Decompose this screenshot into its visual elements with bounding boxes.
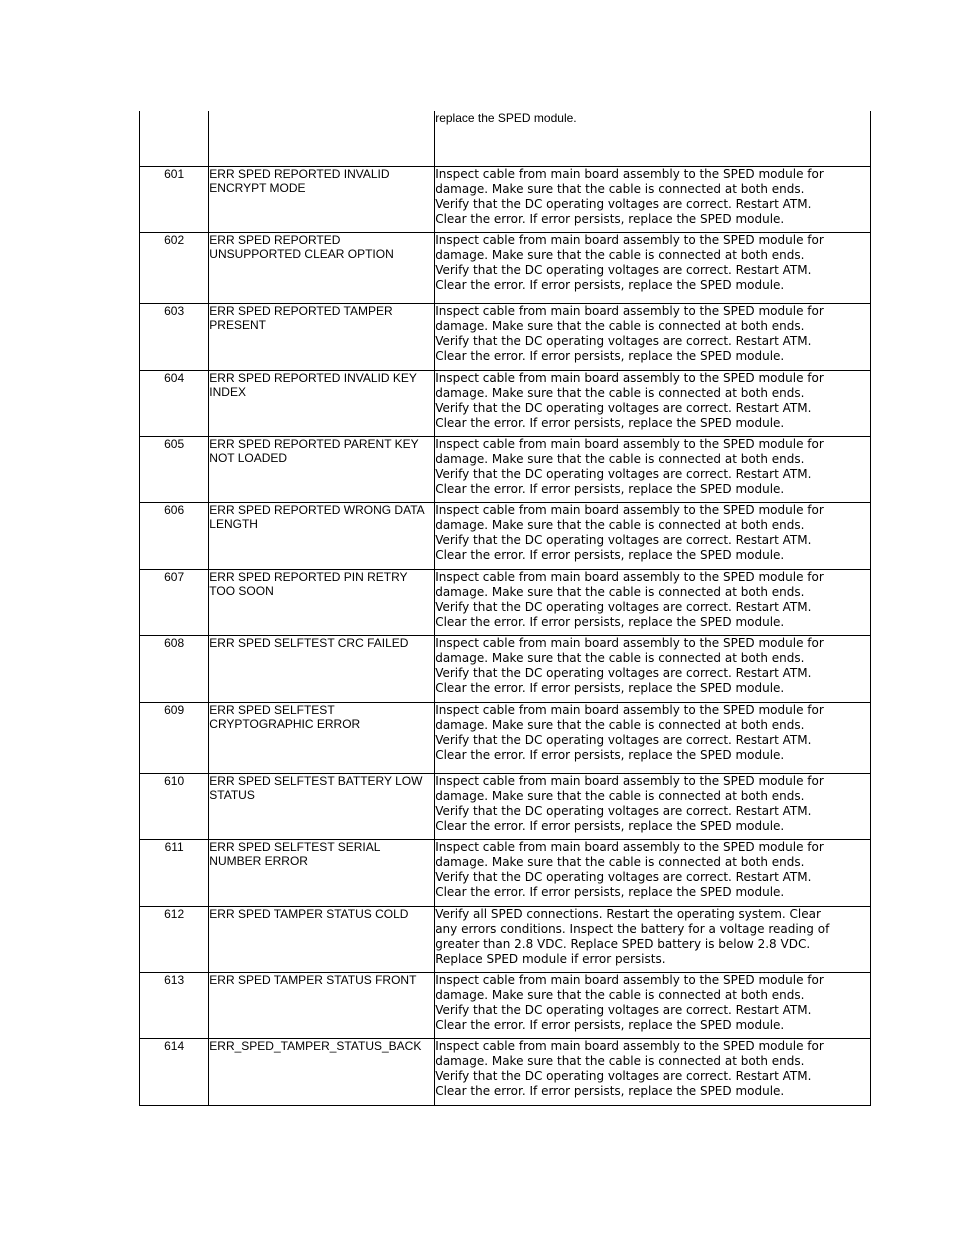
error-code-table xyxy=(139,111,871,1106)
table-row xyxy=(140,906,871,972)
error-code-cell: 605 xyxy=(140,436,209,502)
error-name-cell: ERR SPED REPORTED PIN RETRY TOO SOON xyxy=(209,569,435,635)
error-name-cell: ERR SPED REPORTED UNSUPPORTED CLEAR OPTION xyxy=(209,232,435,303)
error-name-cell: ERR SPED SELFTEST CRC FAILED xyxy=(209,635,435,702)
error-name-cell xyxy=(209,111,435,166)
table-row xyxy=(140,635,871,702)
error-name-cell: ERR SPED SELFTEST SERIAL NUMBER ERROR xyxy=(209,839,435,906)
error-code-cell: 612 xyxy=(140,906,209,972)
error-code-cell: 608 xyxy=(140,635,209,702)
error-code-cell: 611 xyxy=(140,839,209,906)
table-row xyxy=(140,166,871,232)
error-name-cell: ERR_SPED_TAMPER_STATUS_BACK xyxy=(209,1038,435,1105)
corrective-action-cell: Inspect cable from main board assembly to the SPED module for damage. Make sure that the cable is connected at both ends. Verify that the DC operating voltages are correct. Restart ATM. Clear the error. If error persists, replace the SPED module. xyxy=(435,166,871,232)
error-name-cell: ERR SPED REPORTED WRONG DATA LENGTH xyxy=(209,502,435,569)
error-name-cell: ERR SPED REPORTED INVALID ENCRYPT MODE xyxy=(209,166,435,232)
corrective-action-cell: Verify all SPED connections. Restart the operating system. Clear any errors conditions. Inspect the battery for a voltage reading of greater than 2.8 VDC. Replace SPED battery is below 2.8 VDC. Replace SPED module if error persists. xyxy=(435,906,871,972)
corrective-action-cell: Inspect cable from main board assembly to the SPED module for damage. Make sure that the cable is connected at both ends. Verify that the DC operating voltages are correct. Restart ATM. Clear the error. If error persists, replace the SPED module. xyxy=(435,1038,871,1105)
error-name-cell: ERR SPED TAMPER STATUS COLD xyxy=(209,906,435,972)
corrective-action-cell: Inspect cable from main board assembly to the SPED module for damage. Make sure that the cable is connected at both ends. Verify that the DC operating voltages are correct. Restart ATM. Clear the error. If error persists, replace the SPED module. xyxy=(435,773,871,839)
error-code-cell: 602 xyxy=(140,232,209,303)
table-row xyxy=(140,1038,871,1105)
table-row xyxy=(140,702,871,773)
corrective-action-cell: Inspect cable from main board assembly to the SPED module for damage. Make sure that the cable is connected at both ends. Verify that the DC operating voltages are correct. Restart ATM. Clear the error. If error persists, replace the SPED module. xyxy=(435,303,871,370)
corrective-action-cell: Inspect cable from main board assembly to the SPED module for damage. Make sure that the cable is connected at both ends. Verify that the DC operating voltages are correct. Restart ATM. Clear the error. If error persists, replace the SPED module. xyxy=(435,502,871,569)
table-row xyxy=(140,370,871,436)
table-row xyxy=(140,232,871,303)
error-code-cell: 604 xyxy=(140,370,209,436)
table-row xyxy=(140,111,871,166)
error-code-cell: 601 xyxy=(140,166,209,232)
table-row xyxy=(140,303,871,370)
table-row xyxy=(140,839,871,906)
error-code-cell: 610 xyxy=(140,773,209,839)
corrective-action-cell: Inspect cable from main board assembly to the SPED module for damage. Make sure that the cable is connected at both ends. Verify that the DC operating voltages are correct. Restart ATM. Clear the error. If error persists, replace the SPED module. xyxy=(435,635,871,702)
corrective-action-cell: Inspect cable from main board assembly to the SPED module for damage. Make sure that the cable is connected at both ends. Verify that the DC operating voltages are correct. Restart ATM. Clear the error. If error persists, replace the SPED module. xyxy=(435,370,871,436)
table-row xyxy=(140,569,871,635)
corrective-action-cell: Inspect cable from main board assembly to the SPED module for damage. Make sure that the cable is connected at both ends. Verify that the DC operating voltages are correct. Restart ATM. Clear the error. If error persists, replace the SPED module. xyxy=(435,232,871,303)
table-row xyxy=(140,436,871,502)
error-name-cell: ERR SPED REPORTED TAMPER PRESENT xyxy=(209,303,435,370)
error-name-cell: ERR SPED SELFTEST BATTERY LOW STATUS xyxy=(209,773,435,839)
table-row xyxy=(140,502,871,569)
error-name-cell: ERR SPED REPORTED INVALID KEY INDEX xyxy=(209,370,435,436)
corrective-action-cell: replace the SPED module. xyxy=(435,111,871,166)
corrective-action-cell: Inspect cable from main board assembly to the SPED module for damage. Make sure that the cable is connected at both ends. Verify that the DC operating voltages are correct. Restart ATM. Clear the error. If error persists, replace the SPED module. xyxy=(435,972,871,1038)
error-code-cell: 613 xyxy=(140,972,209,1038)
error-code-cell xyxy=(140,111,209,166)
corrective-action-cell: Inspect cable from main board assembly to the SPED module for damage. Make sure that the cable is connected at both ends. Verify that the DC operating voltages are correct. Restart ATM. Clear the error. If error persists, replace the SPED module. xyxy=(435,702,871,773)
error-code-cell: 606 xyxy=(140,502,209,569)
corrective-action-cell: Inspect cable from main board assembly to the SPED module for damage. Make sure that the cable is connected at both ends. Verify that the DC operating voltages are correct. Restart ATM. Clear the error. If error persists, replace the SPED module. xyxy=(435,569,871,635)
table-row xyxy=(140,773,871,839)
error-name-cell: ERR SPED SELFTEST CRYPTOGRAPHIC ERROR xyxy=(209,702,435,773)
error-code-cell: 609 xyxy=(140,702,209,773)
corrective-action-cell: Inspect cable from main board assembly to the SPED module for damage. Make sure that the cable is connected at both ends. Verify that the DC operating voltages are correct. Restart ATM. Clear the error. If error persists, replace the SPED module. xyxy=(435,436,871,502)
error-name-cell: ERR SPED TAMPER STATUS FRONT xyxy=(209,972,435,1038)
error-code-cell: 607 xyxy=(140,569,209,635)
corrective-action-cell: Inspect cable from main board assembly to the SPED module for damage. Make sure that the cable is connected at both ends. Verify that the DC operating voltages are correct. Restart ATM. Clear the error. If error persists, replace the SPED module. xyxy=(435,839,871,906)
error-code-cell: 603 xyxy=(140,303,209,370)
error-name-cell: ERR SPED REPORTED PARENT KEY NOT LOADED xyxy=(209,436,435,502)
error-code-cell: 614 xyxy=(140,1038,209,1105)
table-row xyxy=(140,972,871,1038)
